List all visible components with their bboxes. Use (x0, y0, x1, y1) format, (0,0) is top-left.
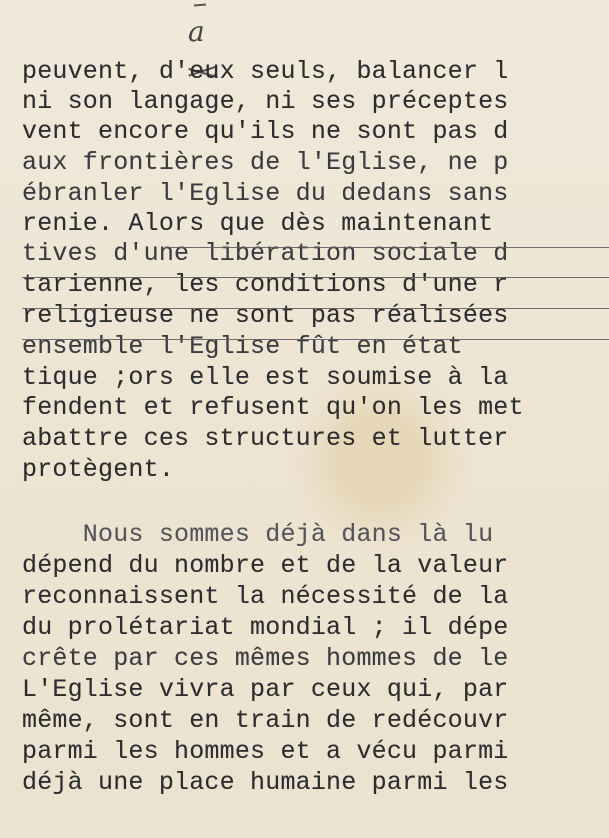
text-line: ensemble l'Eglise fût en état (22, 332, 463, 361)
text-line: aux frontières de l'Eglise, ne p (22, 148, 509, 177)
text-line: déjà une place humaine parmi les (22, 768, 509, 797)
text-line: crête par ces mêmes hommes de le (22, 644, 509, 673)
handwritten-annotation (188, 4, 212, 52)
text-line: L'Eglise vivra par ceux qui, par (22, 675, 509, 704)
text-line: renie. Alors que dès maintenant (22, 209, 494, 238)
text-line: tique ;ors elle est soumise à la (22, 363, 509, 392)
text-line: protègent. (22, 455, 175, 484)
text-line: ni son langage, ni ses préceptes (22, 87, 509, 116)
text-line: religieuse ne sont pas réalisées (22, 301, 509, 330)
text-line: fendent et refusent qu'on les met (22, 393, 524, 422)
text-line: peuvent, d'eux seuls, balancer l (22, 57, 509, 86)
underline-rule (165, 247, 609, 248)
text-line: Nous sommes déjà dans là lu (22, 520, 494, 549)
text-line: reconnaissent la nécessité de la (22, 582, 509, 611)
text-line: tarienne, les conditions d'une r (22, 270, 509, 299)
text-line: abattre ces structures et lutter (22, 424, 509, 453)
underline-rule (22, 277, 609, 278)
text-line: vent encore qu'ils ne sont pas d (22, 117, 509, 146)
text-line: tives d'une libération sociale d (22, 239, 509, 268)
text-line: du prolétariat mondial ; il dépe (22, 613, 509, 642)
underline-rule (22, 339, 609, 340)
annotation-mark (194, 3, 206, 6)
text-line: ébranler l'Eglise du dedans sans (22, 179, 509, 208)
text-line: dépend du nombre et de la valeur (22, 551, 509, 580)
text-line: parmi les hommes et a vécu parmi (22, 737, 509, 766)
text-line: même, sont en train de redécouvr (22, 706, 509, 735)
underline-rule (22, 308, 609, 309)
annotation-text: a (188, 15, 205, 48)
